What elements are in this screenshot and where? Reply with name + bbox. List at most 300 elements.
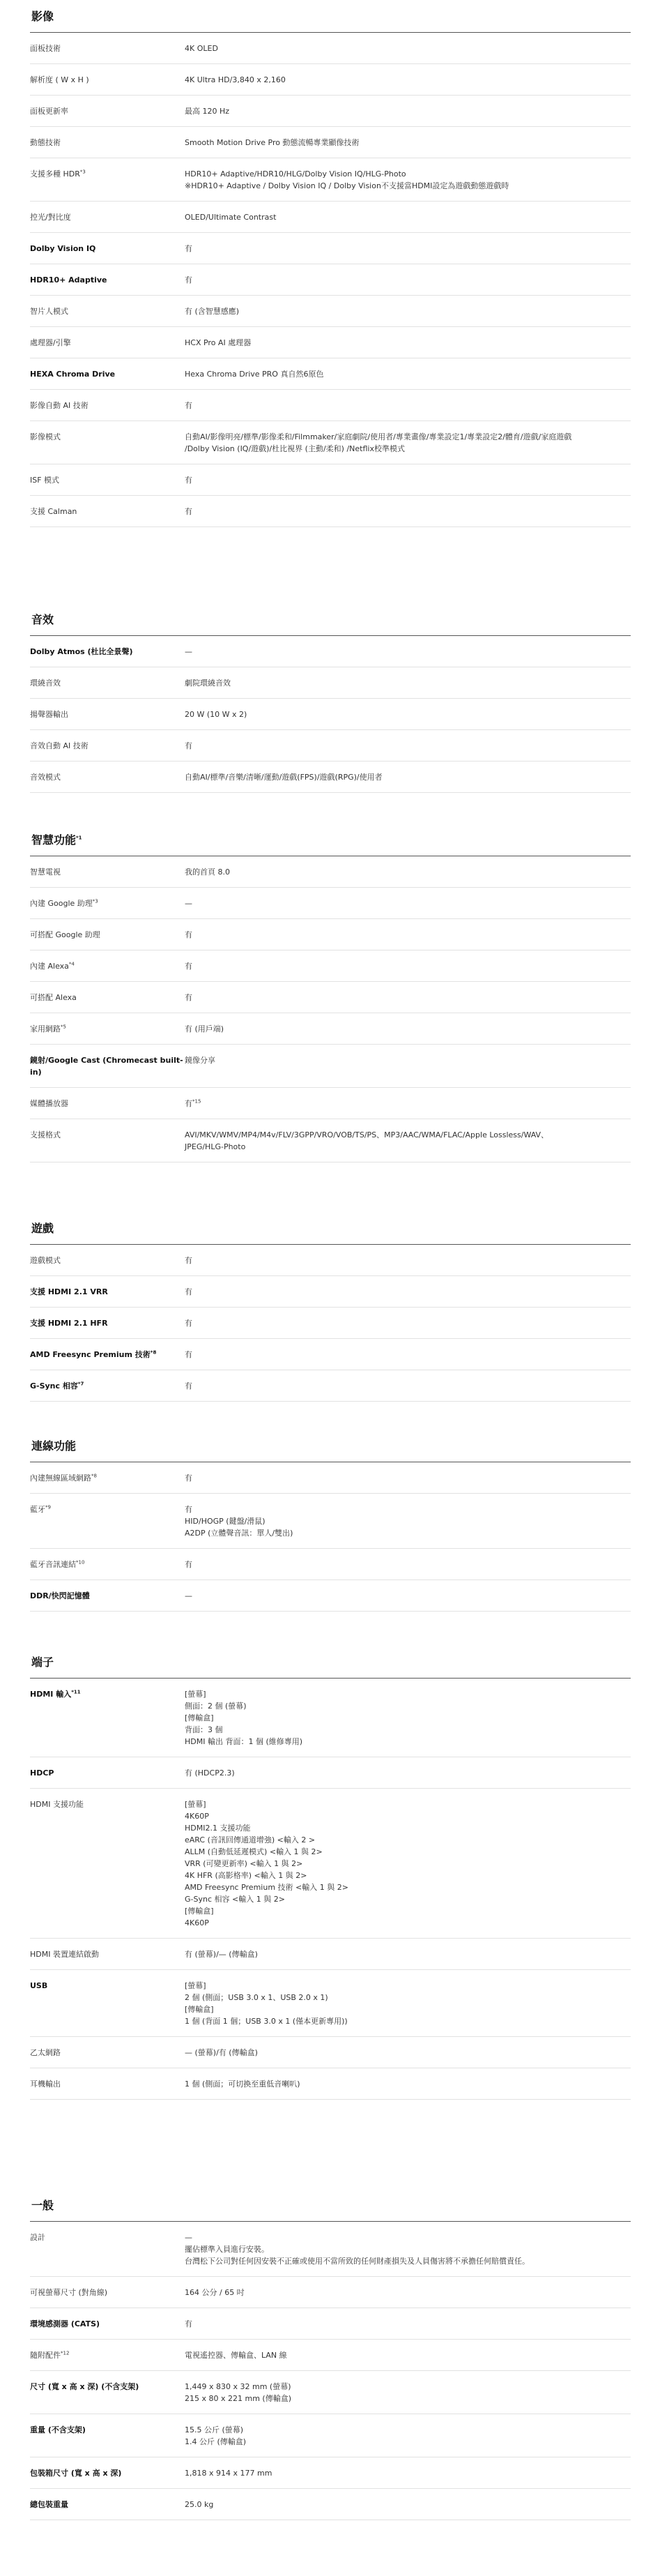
spec-value-line <box>185 1590 631 1602</box>
spec-row <box>30 1679 631 1757</box>
spec-label <box>30 740 185 752</box>
spec-value-text: AVI/MKV/WMV/MP4/M4v/FLV/3GPP/VRO/VOB/TS/PS、MP3/AAC/WMA/FLAC/Apple Lossless/WAV、 <box>185 1130 549 1139</box>
footnote-marker: *3 <box>79 169 86 175</box>
spec-value-line <box>185 305 631 317</box>
footnote-marker: *8 <box>91 1473 97 1479</box>
spec-label-text: 乙太網路 <box>30 2048 61 2057</box>
spec-label <box>30 1380 185 1392</box>
spec-row <box>30 127 631 158</box>
spec-value <box>185 368 631 380</box>
spec-value <box>185 168 631 192</box>
spec-value-text: VRR (可變更新率) <輸入 1 與 2> <box>185 1859 303 1868</box>
spec-label-text: 可搭配 Google 助理 <box>30 930 100 939</box>
section-title-text: 智慧功能 <box>31 833 77 847</box>
spec-value-line <box>185 2424 631 2436</box>
spec-row <box>30 1970 631 2037</box>
spec-value-text: 有 <box>185 1505 192 1514</box>
spec-row <box>30 96 631 127</box>
spec-value-line <box>185 1515 631 1527</box>
spec-value-line <box>185 274 631 286</box>
section-title <box>30 1222 631 1245</box>
spec-value <box>185 1129 631 1153</box>
spec-value-line <box>185 1712 631 1724</box>
spec-value <box>185 709 631 720</box>
spec-label <box>30 2047 185 2059</box>
spec-row <box>30 158 631 202</box>
spec-value-text: 有 <box>185 741 192 750</box>
spec-row <box>30 2371 631 2414</box>
spec-value <box>185 474 631 486</box>
spec-value-text: [螢幕] <box>185 1690 206 1699</box>
spec-value-text: 有 (螢幕)/— (傳輸盒) <box>185 1950 258 1959</box>
spec-label-text: ISF 模式 <box>30 476 60 485</box>
spec-value-line <box>185 1881 631 1893</box>
spec-value <box>185 740 631 752</box>
spec-value <box>185 43 631 54</box>
spec-row <box>30 730 631 762</box>
spec-value-line <box>185 1980 631 1992</box>
spec-value <box>185 1559 631 1570</box>
spec-label-text: Dolby Atmos (杜比全景聲) <box>30 647 133 656</box>
spec-label <box>30 368 185 380</box>
spec-value-text: OLED/Ultimate Contrast <box>185 213 277 222</box>
spec-value-text: HDMI 輸出 背面：1 個 (維修專用) <box>185 1737 303 1746</box>
spec-label <box>30 211 185 223</box>
footnote-marker: *3 <box>92 898 98 904</box>
spec-value-line <box>185 1834 631 1846</box>
spec-label-text: 影像模式 <box>30 432 61 441</box>
spec-value-text: — <box>185 2233 192 2242</box>
spec-value-line <box>185 897 631 909</box>
spec-value <box>185 2349 631 2361</box>
spec-row <box>30 1789 631 1939</box>
spec-value-text: 有 <box>185 1099 192 1108</box>
spec-value-text: HDR10+ Adaptive/HDR10/HLG/Dolby Vision IQ/HLG-Photo <box>185 169 406 179</box>
spec-row <box>30 2222 631 2277</box>
section-audio <box>30 613 631 793</box>
spec-label <box>30 506 185 517</box>
spec-value-text: G-Sync 相容 <輸入 1 與 2> <box>185 1895 285 1904</box>
spec-value-text: 自動AI/影像明亮/標準/影像柔和/Filmmaker/家庭劇院/使用者/專業畫像/專業設定1/專業設定2/體育/遊戲/家庭遊戲 <box>185 432 572 441</box>
spec-row <box>30 1013 631 1045</box>
spec-label-text: 內建 Alexa <box>30 962 69 971</box>
spec-label <box>30 960 185 972</box>
section-title-text: 端子 <box>31 1656 54 1669</box>
spec-value-line <box>185 443 631 455</box>
spec-row <box>30 33 631 64</box>
spec-value-line <box>185 180 631 192</box>
spec-label <box>30 337 185 349</box>
spec-label-text: 鏡射/Google Cast (Chromecast built-in) <box>30 1056 183 1077</box>
spec-label-text: 內建 Google 助理 <box>30 899 93 908</box>
section-title <box>30 2199 631 2222</box>
spec-label-text: 可搭配 Alexa <box>30 993 77 1002</box>
spec-label-text: G-Sync 相容 <box>30 1381 78 1391</box>
section-title <box>30 613 631 636</box>
spec-label <box>30 1286 185 1298</box>
spec-value-text: — (螢幕)/有 (傳輸盒) <box>185 2048 258 2057</box>
spec-label-text: DDR/快閃記憶體 <box>30 1591 90 1600</box>
spec-value-text: 有 <box>185 962 192 971</box>
spec-label <box>30 1688 185 1748</box>
spec-row <box>30 667 631 699</box>
spec-value-line <box>185 1559 631 1570</box>
spec-row <box>30 1088 631 1119</box>
section-title-text: 遊戲 <box>31 1222 54 1235</box>
spec-value-line <box>185 1992 631 2003</box>
spec-label-text: HDMI 支援功能 <box>30 1800 84 1809</box>
spec-value <box>185 74 631 86</box>
spec-value <box>185 2232 631 2267</box>
spec-row <box>30 1119 631 1162</box>
spec-label-text: 尺寸 (寬 x 高 x 深) (不含支架) <box>30 2382 139 2391</box>
spec-value-text: 25.0 kg <box>185 2500 214 2509</box>
section-title-text: 連線功能 <box>31 1439 77 1453</box>
spec-value-text: 自動AI/標準/音樂/清晰/運動/遊戲(FPS)/遊戲(RPG)/使用者 <box>185 773 383 782</box>
spec-value <box>185 431 631 455</box>
spec-value-text: A2DP (立體聲音訊：單人/雙出) <box>185 1529 293 1538</box>
spec-label <box>30 709 185 720</box>
spec-value <box>185 305 631 317</box>
spec-row <box>30 919 631 950</box>
spec-value-text: 台灣松下公司對任何因安裝不正確或使用不當所致的任何財產損失及人員傷害將不承擔任何賠償責任。 <box>185 2257 530 2266</box>
spec-row <box>30 1494 631 1549</box>
spec-value-text: 鏡像分享 <box>185 1056 215 1065</box>
footnote-marker: *11 <box>71 1689 81 1695</box>
spec-label-text: 重量 (不含支架) <box>30 2425 86 2434</box>
spec-value-line <box>185 1317 631 1329</box>
spec-label-text: HDCP <box>30 1768 54 1778</box>
spec-label-text: 內建無線區域網路 <box>30 1473 91 1483</box>
spec-row <box>30 1245 631 1276</box>
spec-value-text: 背面：3 個 <box>185 1725 223 1734</box>
spec-label-text: 智慧電視 <box>30 867 61 877</box>
spec-value <box>185 337 631 349</box>
spec-row <box>30 496 631 527</box>
spec-value-text: — <box>185 1591 192 1600</box>
spec-value-text: 有 <box>185 1381 192 1391</box>
spec-value-text: 164 公分 / 65 吋 <box>185 2288 245 2297</box>
spec-value-line <box>185 2243 631 2255</box>
spec-value-line <box>185 2318 631 2330</box>
section-title-text: 音效 <box>31 613 54 626</box>
spec-value-line <box>185 1141 631 1153</box>
spec-value-text: [傳輸盒] <box>185 1907 214 1916</box>
spec-label <box>30 1023 185 1035</box>
spec-value-text: 有 <box>185 244 192 253</box>
spec-row <box>30 1276 631 1308</box>
spec-row <box>30 1462 631 1494</box>
spec-label-text: USB <box>30 1981 48 1990</box>
spec-label <box>30 2349 185 2361</box>
spec-value-text: 最高 120 Hz <box>185 107 230 116</box>
spec-row <box>30 2489 631 2520</box>
spec-value <box>185 1286 631 1298</box>
spec-label <box>30 1980 185 2027</box>
spec-label <box>30 168 185 192</box>
spec-value-line <box>185 1380 631 1392</box>
spec-value <box>185 274 631 286</box>
spec-value <box>185 2078 631 2090</box>
spec-value-text: 有 <box>185 2319 192 2328</box>
spec-value-text: 215 x 80 x 221 mm (傳輸盒) <box>185 2394 292 2403</box>
spec-value-line <box>185 1527 631 1539</box>
spec-value-line <box>185 1472 631 1484</box>
spec-label <box>30 1255 185 1266</box>
spec-value-text: 15.5 公斤 (螢幕) <box>185 2425 244 2434</box>
spec-value <box>185 1767 631 1779</box>
spec-row <box>30 2068 631 2100</box>
spec-value <box>185 866 631 878</box>
spec-value-text: ※HDR10+ Adaptive / Dolby Vision IQ / Dolby Vision不支援當HDMI設定為遊戲動態遊戲時 <box>185 181 509 190</box>
spec-label-text: 總包裝重量 <box>30 2500 68 2509</box>
spec-value-line <box>185 2467 631 2479</box>
spec-label <box>30 992 185 1003</box>
spec-row <box>30 202 631 233</box>
spec-label-text: 藍牙音訊連結 <box>30 1560 76 1569</box>
spec-value-line <box>185 400 631 411</box>
spec-label-text: 處理器/引擎 <box>30 338 71 347</box>
spec-value <box>185 2499 631 2510</box>
spec-label-text: 耳機輸出 <box>30 2079 61 2089</box>
spec-label <box>30 105 185 117</box>
spec-label <box>30 1472 185 1484</box>
spec-value-line <box>185 211 631 223</box>
footnote-marker: *1 <box>76 835 82 841</box>
spec-value <box>185 2424 631 2448</box>
spec-value-text: 4K60P <box>185 1812 209 1821</box>
spec-value <box>185 1948 631 1960</box>
spec-label <box>30 1948 185 1960</box>
spec-label <box>30 1098 185 1109</box>
spec-label <box>30 2424 185 2448</box>
spec-value-text: 有 (含智慧感應) <box>185 307 240 316</box>
spec-value-line <box>185 243 631 255</box>
spec-value-text: 有 <box>185 401 192 410</box>
spec-value-text: 有 <box>185 275 192 285</box>
spec-value-text: 1.4 公斤 (傳輸盒) <box>185 2437 247 2446</box>
spec-value-text: 1 個 (側面；可切換至重低音喇叭) <box>185 2079 300 2089</box>
spec-label-text: 揚聲器輸出 <box>30 710 68 719</box>
spec-value <box>185 2381 631 2404</box>
section-title <box>30 833 631 856</box>
spec-value-line <box>185 105 631 117</box>
section-gaming <box>30 1222 631 1402</box>
spec-label <box>30 1317 185 1329</box>
spec-row <box>30 1339 631 1370</box>
spec-row <box>30 464 631 496</box>
spec-value-line <box>185 506 631 517</box>
spec-value <box>185 1980 631 2027</box>
spec-value <box>185 677 631 689</box>
spec-label-text: Dolby Vision IQ <box>30 244 96 253</box>
spec-value <box>185 1590 631 1602</box>
spec-value-line <box>185 1688 631 1700</box>
spec-value <box>185 2287 631 2298</box>
spec-value <box>185 2047 631 2059</box>
spec-value-line <box>185 74 631 86</box>
spec-label <box>30 2232 185 2267</box>
spec-label-text: HDMI 裝置連結啟動 <box>30 1950 99 1959</box>
footnote-marker: *9 <box>45 1504 51 1510</box>
spec-row <box>30 982 631 1013</box>
footnote-marker: *4 <box>68 961 75 967</box>
spec-value-line <box>185 1503 631 1515</box>
spec-row <box>30 888 631 919</box>
spec-value-line <box>185 337 631 349</box>
spec-row <box>30 1370 631 1402</box>
spec-value-line <box>185 1736 631 1748</box>
section-terminals <box>30 1656 631 2100</box>
spec-row <box>30 2037 631 2068</box>
spec-value-text: 4K60P <box>185 1918 209 1927</box>
spec-value-text: HCX Pro AI 處理器 <box>185 338 252 347</box>
spec-label <box>30 137 185 149</box>
section-video <box>30 10 631 527</box>
spec-value-line <box>185 677 631 689</box>
spec-value-text: 劇院環繞音效 <box>185 679 231 688</box>
spec-value-text: HID/HOGP (鍵盤/滑鼠) <box>185 1517 266 1526</box>
spec-value <box>185 960 631 972</box>
spec-value-text: 4K Ultra HD/3,840 x 2,160 <box>185 75 286 84</box>
spec-label-text: 控光/對比度 <box>30 213 71 222</box>
spec-value <box>185 1688 631 1748</box>
spec-value-line <box>185 1023 631 1035</box>
spec-value-text: ALLM (自動低延遲模式) <輸入 1 與 2> <box>185 1847 323 1856</box>
spec-value-line <box>185 2078 631 2090</box>
spec-label <box>30 2381 185 2404</box>
spec-label-text: 藍牙 <box>30 1505 45 1514</box>
spec-value-line <box>185 2436 631 2448</box>
spec-value-text: [螢幕] <box>185 1981 206 1990</box>
spec-value-text: 2 個 (側面；USB 3.0 x 1、USB 2.0 x 1) <box>185 1993 328 2002</box>
spec-value-text: 有 <box>185 1560 192 1569</box>
spec-value-line <box>185 1822 631 1834</box>
spec-label-text: 支援多種 HDR <box>30 169 80 179</box>
footnote-marker: *10 <box>76 1559 85 1566</box>
spec-value <box>185 243 631 255</box>
spec-value-text: 有 <box>185 1256 192 1265</box>
spec-value-text: 1,449 x 830 x 32 mm (螢幕) <box>185 2382 291 2391</box>
spec-label-text: 可視螢幕尺寸 (對角線) <box>30 2288 108 2297</box>
spec-value-text: HDMI2.1 支援功能 <box>185 1824 251 1833</box>
spec-row <box>30 2277 631 2308</box>
spec-value <box>185 1380 631 1392</box>
spec-value-line <box>185 866 631 878</box>
spec-label <box>30 2467 185 2479</box>
spec-row <box>30 296 631 327</box>
spec-value-line <box>185 1700 631 1712</box>
spec-value-text: — <box>185 899 192 908</box>
spec-value <box>185 1054 631 1078</box>
section-connectivity <box>30 1439 631 1612</box>
spec-value-text: 有 <box>185 1287 192 1296</box>
spec-label <box>30 677 185 689</box>
spec-label <box>30 1503 185 1539</box>
spec-value-text: 有 <box>185 993 192 1002</box>
spec-value <box>185 1798 631 1929</box>
spec-value <box>185 1317 631 1329</box>
spec-label-text: 動態技術 <box>30 138 61 147</box>
spec-row <box>30 856 631 888</box>
spec-label <box>30 2318 185 2330</box>
spec-row <box>30 636 631 667</box>
spec-row <box>30 2457 631 2489</box>
spec-value-text: 有 <box>185 1319 192 1328</box>
spec-row <box>30 1939 631 1970</box>
spec-value-text: 20 W (10 W x 2) <box>185 710 247 719</box>
spec-row <box>30 1308 631 1339</box>
spec-row <box>30 233 631 264</box>
spec-value-line <box>185 1129 631 1141</box>
spec-label <box>30 1798 185 1929</box>
spec-value-line <box>185 1870 631 1881</box>
spec-label-text: 媒體播放器 <box>30 1099 68 1108</box>
spec-row <box>30 1757 631 1789</box>
spec-value-text: [傳輸盒] <box>185 1713 214 1722</box>
spec-label-text: 面板更新率 <box>30 107 68 116</box>
spec-value-line <box>185 1349 631 1361</box>
spec-value-line <box>185 2232 631 2243</box>
spec-label <box>30 2499 185 2510</box>
spec-value-line <box>185 1948 631 1960</box>
spec-value-line <box>185 2255 631 2267</box>
spec-label-text: 音效模式 <box>30 773 61 782</box>
spec-label <box>30 274 185 286</box>
spec-value-line <box>185 2047 631 2059</box>
spec-value-text: 1,818 x 914 x 177 mm <box>185 2469 272 2478</box>
spec-value-line <box>185 2003 631 2015</box>
spec-value-line <box>185 1255 631 1266</box>
spec-label <box>30 646 185 658</box>
spec-value <box>185 137 631 149</box>
spec-value-text: 有 <box>185 930 192 939</box>
spec-value <box>185 1098 631 1109</box>
spec-value-text: 擺佔標準入員進行安裝。 <box>185 2245 269 2254</box>
spec-value-text: /Dolby Vision (IQ/遊戲)/杜比視界 (主動/柔和) /Netflix校準模式 <box>185 444 405 453</box>
spec-value-line <box>185 740 631 752</box>
spec-label <box>30 866 185 878</box>
spec-value-text: — <box>185 647 192 656</box>
footnote-marker: *8 <box>150 1349 157 1356</box>
spec-label <box>30 1590 185 1602</box>
spec-value-text: 4K HFR (高影格率) <輸入 1 與 2> <box>185 1871 307 1880</box>
spec-label <box>30 1054 185 1078</box>
spec-label-text: 隨附配件 <box>30 2351 61 2360</box>
spec-value <box>185 400 631 411</box>
spec-value-line <box>185 1846 631 1858</box>
spec-value-line <box>185 2381 631 2393</box>
spec-row <box>30 2414 631 2457</box>
spec-value-text: eARC (音訊回傳通道增強) <輸入 2 > <box>185 1835 316 1844</box>
spec-value-line <box>185 2015 631 2027</box>
spec-row <box>30 1580 631 1612</box>
spec-value-line <box>185 368 631 380</box>
spec-label <box>30 243 185 255</box>
footnote-marker: *15 <box>192 1098 201 1105</box>
section-title <box>30 1439 631 1462</box>
spec-row <box>30 358 631 390</box>
spec-label <box>30 1349 185 1361</box>
spec-value-text: JPEG/HLG-Photo <box>185 1142 246 1151</box>
spec-row <box>30 1045 631 1088</box>
spec-label-text: 環繞音效 <box>30 679 61 688</box>
spec-value-text: Smooth Motion Drive Pro 動態流暢專業顯像技術 <box>185 138 360 147</box>
spec-value-text: 我的首頁 8.0 <box>185 867 230 877</box>
spec-label-text: 設計 <box>30 2233 45 2242</box>
spec-label-text: 音效自動 AI 技術 <box>30 741 89 750</box>
spec-row <box>30 1549 631 1580</box>
